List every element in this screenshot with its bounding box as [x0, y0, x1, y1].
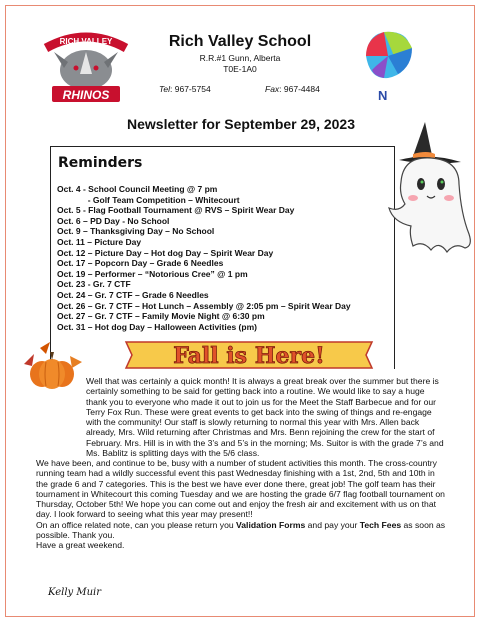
address-line-2: T0E-1A0	[223, 64, 257, 74]
reminder-item: Oct. 19 – Performer – “Notorious Cree” @ 1 pm	[57, 268, 248, 279]
reminder-item: Oct. 23 - Gr. 7 CTF	[57, 279, 131, 290]
reminder-item: Oct. 27 – Gr. 7 CTF – Family Movie Night @ 6:30 pm	[57, 311, 265, 322]
banner-text: Fall is Here!	[173, 343, 325, 369]
reminder-item: Oct. 17 – Popcorn Day – Grade 6 Needles	[57, 258, 224, 269]
tel-value: : 967-5754	[170, 84, 211, 94]
logo-word: RHINOS	[62, 88, 110, 102]
body-paragraph-1: Well that was certainly a quick month! It is always a great break over the summer but there is certainly something to be said for getting back into a routine. We would like to say a huge thank you to everyone who made it out to join us for the Meet the Staff Barbecue and for our Terry Fox Run. These were great events to get back into the swing of things and re-engage with the community! Our staff is slowly returning to normal this year with Mrs. Allen back already, Mrs. Wild returning after Christmas and Mrs. Benn rejoining the crew for the start of February. Mrs. Hill is in with the 3’s and 5’s in the morning; Ms. Suitor is with the grade 7’s and Ms. Bablitz is splitting days with the 5/6 class.	[86, 376, 444, 458]
reminders-list	[57, 184, 351, 332]
reminder-item: Oct. 9 – Thanksgiving Day – No School	[57, 226, 215, 237]
newsletter-title: Newsletter for September 29, 2023	[127, 116, 355, 132]
signature: Kelly Muir	[48, 587, 102, 598]
logo-letter: N	[378, 88, 388, 103]
body-paragraph-2: We have been, and continue to be, busy with a number of student activities this month. The cross-country running team had a wildly successful event this past Wednesday finishing with a 1st, 2nd, 5th and 10th in the grade 6 and 7 categories. This is the best we have ever done there, great job! The golf team has their tournament in Whitecourt this coming Tuesday and we are hosting the grade 6/7 flag football tournament on Thursday, October 5th! We hope you can come out and enjoy the fresh air and excitement with us on that day. I look forward to seeing what this year may present!!	[36, 458, 445, 520]
fax-label: Fax	[265, 84, 280, 94]
p3-text: and pay your	[305, 519, 360, 530]
rhinos-logo	[40, 28, 132, 108]
reminder-item: Oct. 26 – Gr. 7 CTF – Hot Lunch – Assembly @ 2:05 pm – Spirit Wear Day	[57, 300, 351, 311]
reminder-item: Oct. 6 – PD Day - No School	[57, 215, 170, 226]
reminder-item: Oct. 31 – Hot dog Day – Halloween Activities (pm)	[57, 321, 257, 332]
tel-label: Tel	[159, 84, 171, 94]
division-logo	[358, 26, 418, 106]
p3-text: as soon as possible. Thank you.	[36, 519, 446, 540]
reminder-item: - Golf Team Competition – Whitecourt	[57, 194, 240, 205]
validation-forms: Validation Forms	[236, 519, 306, 530]
body-paragraph-3	[36, 520, 446, 541]
fall-banner	[120, 338, 378, 372]
reminder-item: Oct. 12 – Picture Day – Hot dog Day – Spirit Wear Day	[57, 247, 274, 258]
telephone	[159, 84, 211, 94]
address-line-1: R.R.#1 Gunn, Alberta	[199, 53, 281, 63]
tech-fees: Tech Fees	[359, 519, 402, 530]
reminder-item: Oct. 4 - School Council Meeting @ 7 pm	[57, 184, 218, 194]
reminder-item: Oct. 24 – Gr. 7 CTF – Grade 6 Needles	[57, 289, 209, 300]
fax	[265, 84, 320, 94]
newsletter-body	[36, 376, 446, 550]
school-name: Rich Valley School	[168, 33, 312, 50]
reminders-title: Reminders	[58, 155, 143, 171]
fax-value: : 967-4484	[279, 84, 320, 94]
logo-arc-text: RICH VALLEY	[59, 37, 113, 46]
p3-text: On an office related note, can you please return you	[36, 519, 237, 530]
reminder-item: Oct. 11 – Picture Day	[57, 236, 142, 247]
reminder-item: Oct. 5 - Flag Football Tournament @ RVS – Spirit Wear Day	[57, 205, 295, 216]
body-paragraph-4: Have a great weekend.	[36, 540, 125, 550]
ghost-illustration	[385, 122, 475, 262]
